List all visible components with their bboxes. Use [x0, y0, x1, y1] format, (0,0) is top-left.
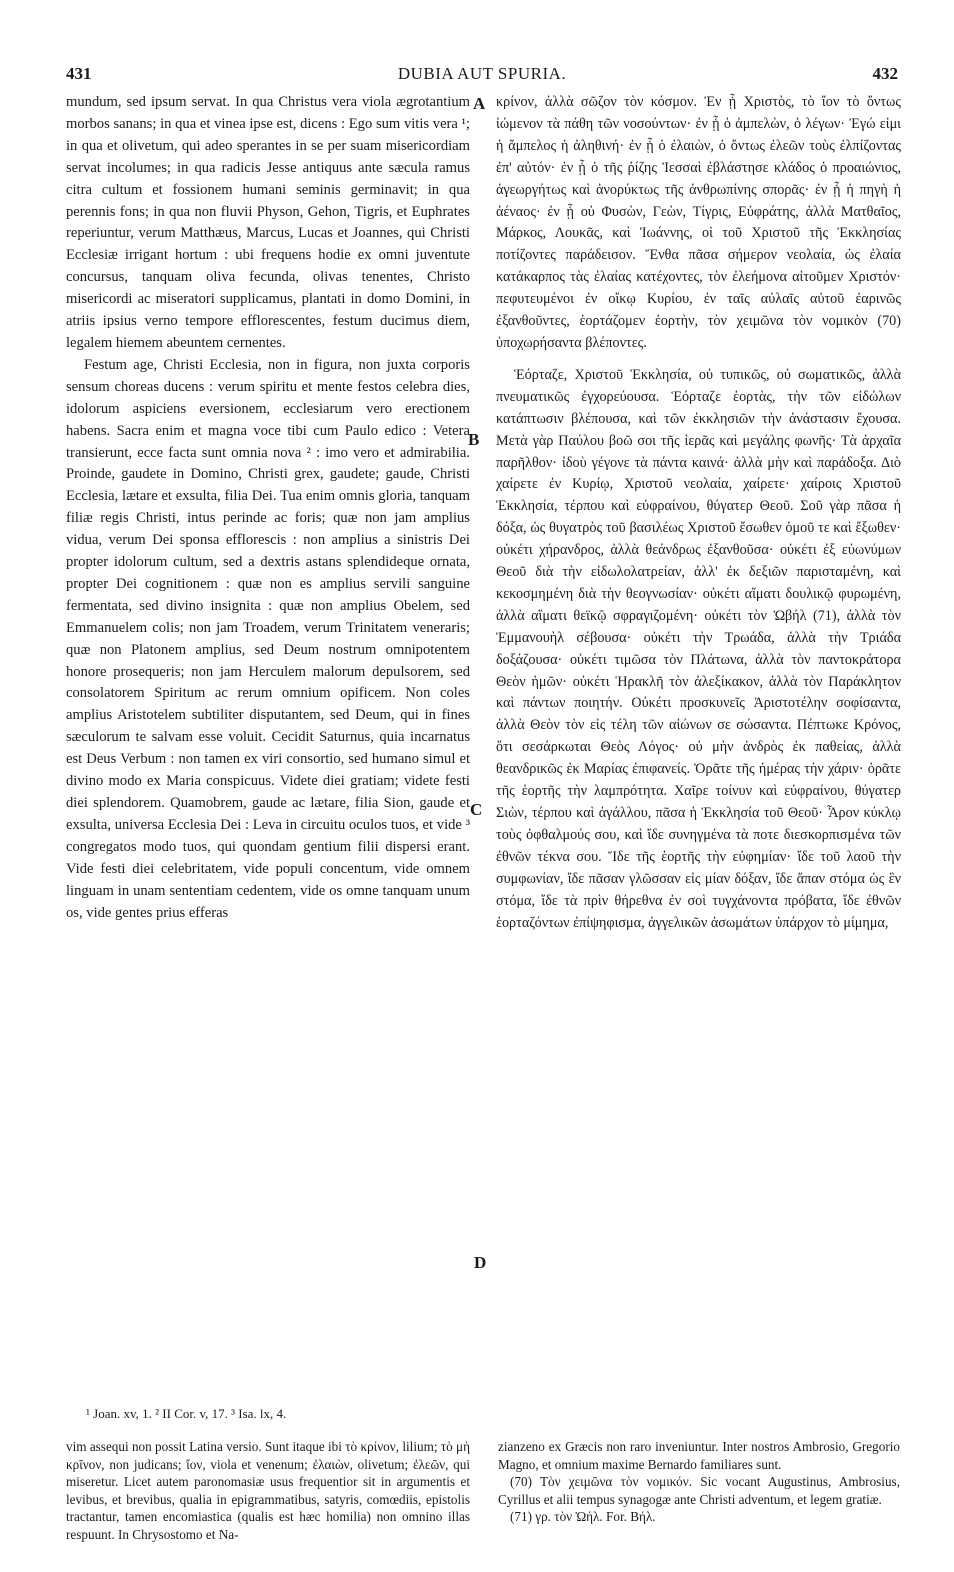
section-marker-a: A [473, 94, 486, 113]
note-paragraph: zianzeno ex Græcis non raro inveniuntur. Inter nostros Ambrosio, Gregorio Magno, et omnium maxime Bernardo familiares sunt. [498, 1439, 900, 1472]
note-70: (70) Τὸν χειμῶνα τὸν νομικόν. Sic vocant Augustinus, Ambrosius, Cyrillus et alii tempus synagogæ ante Christi adventum, et legem gratiæ. [498, 1474, 900, 1507]
editorial-note-left [66, 1438, 470, 1544]
page-header [66, 64, 898, 86]
section-marker-c: C [470, 800, 483, 819]
latin-column [66, 92, 470, 924]
note-71: (71) γρ. τὸν Ὠήλ. For. Βήλ. [510, 1509, 656, 1525]
greek-paragraph: Ἑόρταζε, Χριστοῦ Ἐκκλησία, οὐ τυπικῶς, οὐ σωματικῶς, ἀλλὰ πνευματικῶς ἐγχορεύουσα. Ἑόρταζε ἑορτὰς, τὴν τῶν εἰδώλων κατάπτωσιν βλέπουσα, καὶ τῶν ἐκκλησιῶν τὴν ἀνάστασιν ἔχουσα. Μετὰ γὰρ Παύλου βοῶ σοι τῆς ἱερᾶς καὶ μεγάλης φωνῆς· Τὰ ἀρχαῖα παρῆλθον· ἰδοὺ γέγονε τὰ πάντα καινά· ἀλλὰ μὴν καὶ παράδοξα. Διὸ χαίρετε ἐν Κυρίῳ, Χριστοῦ νεολαία, χαίρετε· χαίροις Χριστοῦ Ἐκκλησία, τέρπου καὶ εὐφραίνου, θύγατερ Θεοῦ. Σοῦ γὰρ πᾶσα ἡ δόξα, ὡς θυγατρὸς τοῦ βασιλέως Χριστοῦ ἔσωθεν ὁμοῦ τε καὶ ἔξωθεν· οὐκέτι χήρανδρος, ἀλλὰ θεάνδρως ἐξανθοῦσα· οὐκέτι ἐξ εὐωνύμων Θεοῦ διὰ τὴν εἰδωλολατρείαν, ἀλλ' ἐκ δεξιῶν παρισταμένη, καὶ κεκοσμημένη διὰ τὴν θεογνωσίαν· οὐκέτι αἵματι δουλικῷ φυρωμένη, ἀλλὰ αἵματι θεϊκῷ σφραγιζομένη· οὐκέτι τὸν Ὠβήλ (71), ἀλλὰ τὸν Ἐμμανουὴλ σέβουσα· οὐκέτι τὴν Τρωάδα, ἀλλὰ τὴν Τριάδα δοξάζουσα· οὐκέτι τιμῶσα τὸν Πλάτωνα, ἀλλὰ τὸν παντοκράτορα Θεὸν ἡμῶν· οὐκέτι Ἡρακλῆ τὸν ἀλεξίκακον, ἀλλὰ τὸν Παράκλητον καὶ πάντων ποιητήν. Οὐκέτι προσκυνεῖς Ἀριστοτέλην σοφίσαντα, ἀλλὰ Θεὸν τὸν εἰς τέλη τῶν αἰώνων σε σώσαντα. Πέπτωκε Κρόνος, ὅτι σεσάρκωται Θεὸς Λόγος· οὐ μὴν ἀνδρὸς ἐκ παθείας, ἀλλὰ θεανδρικῶς ἐκ Μαρίας ἐπιφανείς. Ὁρᾶτε τῆς ἡμέρας τὴν χάριν· ὁρᾶτε τῆς ἑορτῆς τὴν λαμπρότητα. Χαῖρε τοίνυν καὶ εὐφραίνου, θύγατερ Σιὼν, τέρπου καὶ ἀγάλλου, πᾶσα ἡ Ἐκκλησία τοῦ Θεοῦ· Ἆρον κύκλῳ τοὺς ὀφθαλμούς σου, καὶ ἴδε συνηγμένα τὰ ποτε διεσκορπισμένα τῶν ἐθνῶν τέκνα σου. Ἴδε τῆς ἑορτῆς τὴν εὐφημίαν· ἴδε τοῦ λαοῦ τὴν συμφωνίαν, ἴδε πᾶσαν γλῶσσαν εἰς μίαν δόξαν, ἴδε ἅπαν στόμα ὡς ἓν στόμα, ἴδε τὰ πρὶν θήρεθνα ἐν σοὶ τυγχάνοντα πρόβατα, ἴδε ἐθνῶν ἑορταζόντων ἐπίψηφισμα, ἀγγελικῶν ἀσωμάτων ὑπάρχον τὸ μίμημα, [496, 366, 901, 931]
running-title: DUBIA AUT SPURIA. [397, 64, 567, 83]
page-number-right: 432 [872, 64, 898, 83]
latin-paragraph: Festum age, Christi Ecclesia, non in figura, non juxta corporis sensum choreas ducens : verum spiritu et mente festos celebra dies, idolorum aspiciens eversionem, ecclesiarum vero erectionem habens. Sacra enim et magna voce tibi cum Paulo edico : Vetera transierunt, ecce facta sunt omnia nova ² : imo vero et admirabilia. Proinde, gaudete in Domino, Christi grex, gaudete; gaude, Christi Ecclesia, lætare et exsulta, filia Dei. Tua enim omnis gloria, tanquam filiæ regis Christi, intus perinde ac foris; quæ non jam amplius vidua, verum Dei sponsa efflorescis : non amplius a sinistris Dei propter idolorum cultum, sed a dextris astans splendideque ornata, propter Dei cognitionem : quæ non es amplius servili sanguine fermentata, sed divino insignita : quæ non amplius Obelem, sed Emmanuelem colis; non jam Troadem, verum Trinitatem veneraris; quæ non Platonem amplius, sed Deum nostrum omnipotentem honore prosequeris; non jam Herculem malorum depulsorem, sed consolatorem Spiritum ac rerum omnium opificem. Non coles amplius Aristotelem subtiliter disputantem, sed Deum, qui in fines sæculorum te salvam esse voluit. Cecidit Saturnus, quia incarnatus est Deus Verbum : non tamen ex viri consortio, sed humano simul et divino modo ex Maria conspicuus. Videte diei gratiam; videte festi diei splendorem. Quamobrem, gaude ac lætare, filia Sion, gaude et exsulta, universa Ecclesia Dei : Leva in circuitu oculos tuos, et vide ³ congregatos modo tuos, qui quondam gentium filii dispersi erant. Vide festi diei celebritatem, vide populi concentum, vide omnem linguam in unam sententiam cedentem, vide os omne tanquam unum os, vide gentes prius efferas [66, 356, 470, 921]
editorial-note-right [498, 1438, 900, 1526]
page-number-left: 431 [66, 64, 92, 83]
section-marker-b: B [468, 430, 480, 449]
latin-paragraph: mundum, sed ipsum servat. In qua Christus vera viola ægrotantium morbos sanans; in qua et vinea ipse est, dicens : Ego sum vitis vera ¹; in qua et olivetum, qui adeo sperantes in se per suam misericordiam servat incolumes; in qua radicis Jesse antiquus ante sæcula ramus citra cultum et fossionem humani seminis germinavit; in qua perennis fons; in qua non fluvii Physon, Gehon, Tigris, et Euphrates reperiuntur, verum Matthæus, Marcus, Lucas et Joannes, qui Christi Ecclesiæ irrigant hortum : ubi frequens hodie ex omni juventute concursus, tanquam oliva fecunda, olivas tenentes, Christo misericordi ac miseratori supplicamus, plantati in domo Domini, in atriis ipsius verno tempore efflorescentes, festum ducimus diem, legalem hiemem abeuntem cernentes. [66, 94, 470, 351]
greek-column [496, 92, 901, 934]
section-marker-d: D [474, 1253, 487, 1272]
scripture-footnotes: ¹ Joan. xv, 1. ² II Cor. v, 17. ³ Isa. lx, 4. [86, 1406, 287, 1421]
greek-paragraph: κρίνον, ἀλλὰ σῶζον τὸν κόσμον. Ἐν ᾗ Χριστὸς, τὸ ἴον τὸ ὄντως ἰώμενον τὰ πάθη τῶν νοσούντων· ἐν ᾗ ὁ ἀμπελὼν, ὁ λέγων· Ἐγώ εἰμι ἡ ἄμπελος ἡ ἀληθινή· ἐν ᾗ ὁ ἐλαιὼν, ὁ ὄντως ἐλεῶν τοὺς ἐλπίζοντας ἐπ' αὐτόν· ἐν ᾗ ὁ τῆς ῥίζης Ἰεσσαὶ ἐβλάστησε κλάδος ὁ προαιώνιος, ἀγεωργήτως καὶ ἀνορύκτως τῆς ἀνθρωπίνης σπορᾶς· ἐν ᾗ ἡ πηγὴ ἡ ἀέναος· ἐν ᾗ οὐ Φυσὼν, Γεὼν, Τίγρις, Εὐφράτης, ἀλλὰ Ματθαῖος, Μάρκος, Λουκᾶς, καὶ Ἰωάννης, οἱ τοῦ Χριστοῦ τῆς Ἐκκλησίας ποτίζοντες παράδεισον. Ἔνθα πᾶσα σήμερον νεολαία, ὡς ἐλαία κατάκαρπος τὰς ἐλαίας κατέχοντες, τὸν ἐλεήμονα αἰτοῦμεν Χριστόν· πεφυτευμένοι ἐν οἴκῳ Κυρίου, ἐν ταῖς αὐλαῖς αὐτοῦ ἐαρινῶς ἐξανθοῦντες, ἑορτάζομεν ἑορτὴν, τὸν χειμῶνα τὸν νομικὸν (70) ὑποχωρήσαντα βλέποντες. [496, 94, 901, 351]
note-paragraph: vim assequi non possit Latina versio. Sunt itaque ibi τὸ κρίνον, lilium; τὸ μὴ κρῖνον, non judicans; ἴον, viola et venenum; ἐλαιὼν, olivetum; ἐλεῶν, qui miseretur. Licet autem paronomasiæ usus frequentior sit in argumentis et levibus, et brevibus, qualia in epigrammatibus, satyris, comœdiis, epistolis tractantur, tamen encomiastica (qualis est hæc homilia) non omnino illas respuunt. In Chrysostomo et Na- [66, 1439, 470, 1542]
